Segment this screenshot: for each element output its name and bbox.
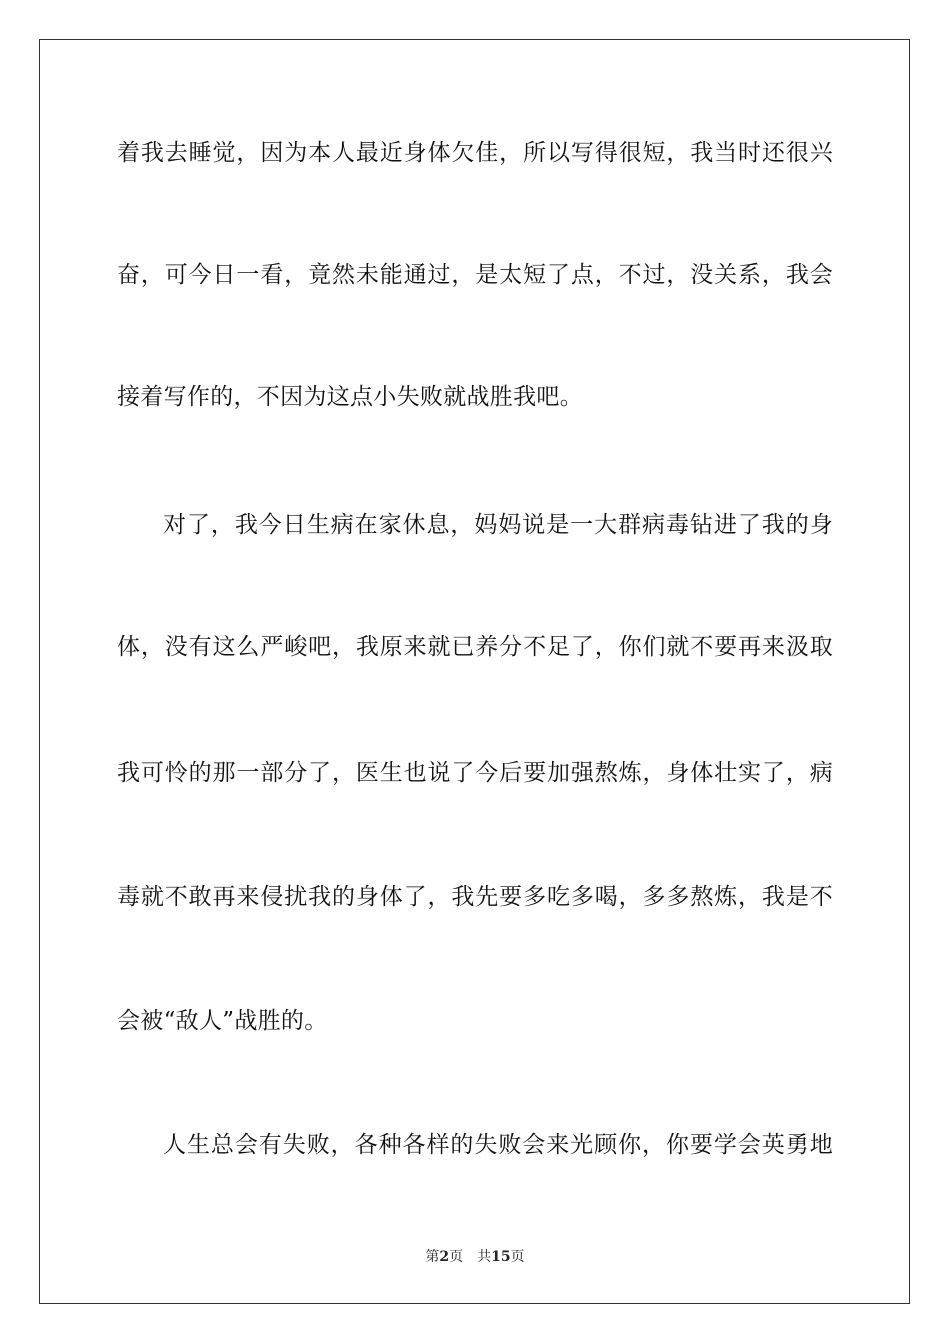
text-line-6: 我可怜的那一部分了，医生也说了今后要加强熬炼，身体壮实了，病 (117, 760, 833, 786)
total-suffix: 页 (510, 1249, 525, 1265)
text-line-8: 会被“敌人”战胜的。 (117, 1008, 328, 1034)
total-pages: 15 (491, 1249, 511, 1265)
text-line-3: 接着写作的，不因为这点小失败就战胜我吧。 (117, 384, 583, 410)
page-number: 2 (439, 1249, 450, 1265)
page-border (39, 39, 910, 1304)
text-line-4: 对了，我今日生病在家休息，妈妈说是一大群病毒钻进了我的身 (163, 512, 833, 538)
text-line-9: 人生总会有失败，各种各样的失败会来光顾你，你要学会英勇地 (163, 1132, 833, 1158)
page-suffix: 页 (449, 1249, 464, 1265)
total-prefix: 共 (477, 1249, 492, 1265)
text-line-7: 毒就不敢再来侵扰我的身体了，我先要多吃多喝，多多熬炼，我是不 (117, 884, 833, 910)
text-line-2: 奋，可今日一看，竟然未能通过，是太短了点，不过，没关系，我会 (117, 262, 833, 288)
page-footer (0, 1248, 950, 1266)
text-line-1: 着我去睡觉，因为本人最近身体欠佳，所以写得很短，我当时还很兴 (117, 140, 833, 166)
text-line-5: 体，没有这么严峻吧，我原来就已养分不足了，你们就不要再来汲取 (117, 634, 833, 660)
page-prefix: 第 (425, 1249, 440, 1265)
